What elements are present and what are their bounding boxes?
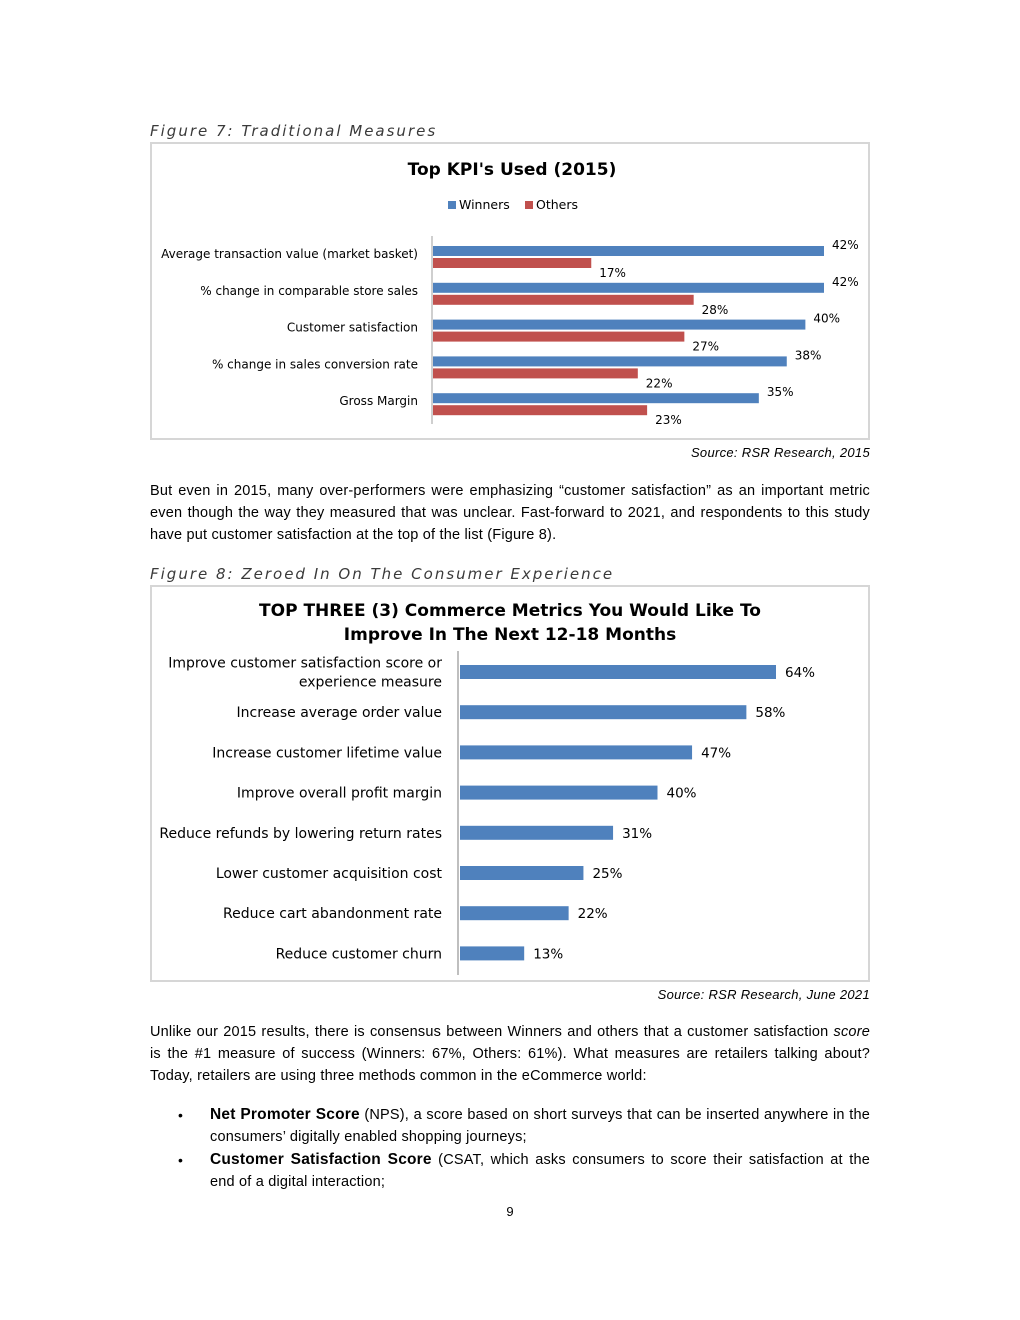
kpi-2015-chart xyxy=(152,144,868,438)
figure-8-source: Source: RSR Research, June 2021 xyxy=(657,987,870,1002)
figure-7-caption: Figure 7: Traditional Measures xyxy=(150,122,438,140)
bar xyxy=(460,786,658,800)
data-label: 13% xyxy=(533,946,564,963)
bullet-text: (CSAT, which asks consumers to score their satisfaction at the end of a digital interaction; xyxy=(210,1152,870,1190)
data-label: 42% xyxy=(832,274,859,289)
paragraph-2-before: Unlike our 2015 results, there is consensus between Winners and others that a customer satisfaction xyxy=(150,1024,834,1040)
data-label: 17% xyxy=(599,266,626,280)
paragraph-2-after: is the #1 measure of success (Winners: 67%, Others: 61%). What measures are retailers talking about? Today, retailers are using three methods common in the eCommerce world: xyxy=(150,1046,870,1084)
bar xyxy=(433,283,824,293)
chart-title: TOP THREE (3) Commerce Metrics You Would Like To xyxy=(259,601,761,621)
category-label: Improve overall profit margin xyxy=(236,785,442,802)
bullet-term: Net Promoter Score xyxy=(210,1106,360,1123)
paragraph-2-italic: score xyxy=(833,1024,870,1040)
bullet-text: (NPS), a score based on short surveys that can be inserted anywhere in the consumers’ digitally enabled shopping journeys; xyxy=(210,1107,870,1145)
bar xyxy=(460,826,613,840)
bar xyxy=(460,745,692,759)
bar xyxy=(433,405,647,415)
category-label: experience measure xyxy=(298,674,442,691)
bar xyxy=(433,332,684,342)
data-label: 64% xyxy=(785,665,816,681)
legend-label: Winners xyxy=(459,197,510,212)
bar xyxy=(460,665,776,679)
chart-title: Improve In The Next 12-18 Months xyxy=(343,625,677,645)
bar xyxy=(460,866,583,880)
category-label: Customer satisfaction xyxy=(286,320,418,335)
data-label: 27% xyxy=(692,339,720,354)
legend-label: Others xyxy=(536,197,579,212)
bar xyxy=(433,356,787,366)
commerce-metrics-chart xyxy=(152,587,868,980)
bar xyxy=(433,246,824,256)
figure-7-chart xyxy=(150,142,870,440)
category-label: Increase average order value xyxy=(236,705,442,722)
bar xyxy=(460,906,569,920)
category-label: Improve customer satisfaction score or xyxy=(168,655,442,672)
category-label: Gross Margin xyxy=(339,394,418,409)
category-label: Average transaction value (market basket) xyxy=(161,247,418,261)
bullet-marker: • xyxy=(178,1152,184,1168)
paragraph-1: But even in 2015, many over-performers were emphasizing “customer satisfaction” as an important metric even though the way they measured that was unclear. Fast-forward to 2021, and respondents to this study have put customer satisfaction at the top of the list (Figure 8). xyxy=(150,483,870,543)
figure-7-source: Source: RSR Research, 2015 xyxy=(690,445,870,460)
bar xyxy=(433,320,805,330)
paragraph-2 xyxy=(150,1021,870,1087)
data-label: 40% xyxy=(666,785,697,802)
bar xyxy=(433,258,591,268)
category-label: Reduce cart abandonment rate xyxy=(223,906,442,923)
data-label: 28% xyxy=(701,302,729,317)
list-item xyxy=(150,1149,870,1193)
bar xyxy=(433,295,694,305)
list-item xyxy=(150,1104,870,1148)
measures-list xyxy=(150,1104,870,1194)
data-label: 40% xyxy=(813,311,841,326)
data-label: 38% xyxy=(794,348,822,363)
category-label: Lower customer acquisition cost xyxy=(215,866,442,882)
chart-title: Top KPI's Used (2015) xyxy=(407,160,617,180)
category-label: % change in sales conversion rate xyxy=(211,357,418,372)
bar xyxy=(433,368,638,378)
bar xyxy=(460,705,746,719)
data-label: 22% xyxy=(577,906,608,923)
page-number: 9 xyxy=(506,1204,514,1219)
data-label: 25% xyxy=(592,866,623,882)
category-label: Increase customer lifetime value xyxy=(212,745,442,762)
data-label: 42% xyxy=(832,238,859,252)
data-label: 23% xyxy=(655,413,682,428)
figure-8-caption: Figure 8: Zeroed In On The Consumer Experience xyxy=(150,565,615,583)
legend-swatch xyxy=(448,201,456,209)
legend-swatch xyxy=(525,201,533,209)
figure-8-chart xyxy=(150,585,870,982)
bar xyxy=(433,393,759,403)
data-label: 22% xyxy=(645,376,673,391)
category-label: Reduce customer churn xyxy=(275,946,442,963)
bar xyxy=(460,946,524,960)
data-label: 47% xyxy=(701,745,732,762)
category-label: % change in comparable store sales xyxy=(200,283,418,298)
data-label: 58% xyxy=(755,705,786,722)
category-label: Reduce refunds by lowering return rates xyxy=(159,825,442,842)
data-label: 31% xyxy=(622,825,653,842)
bullet-marker: • xyxy=(178,1107,184,1123)
bullet-term: Customer Satisfaction Score xyxy=(210,1151,432,1168)
data-label: 35% xyxy=(766,385,794,400)
